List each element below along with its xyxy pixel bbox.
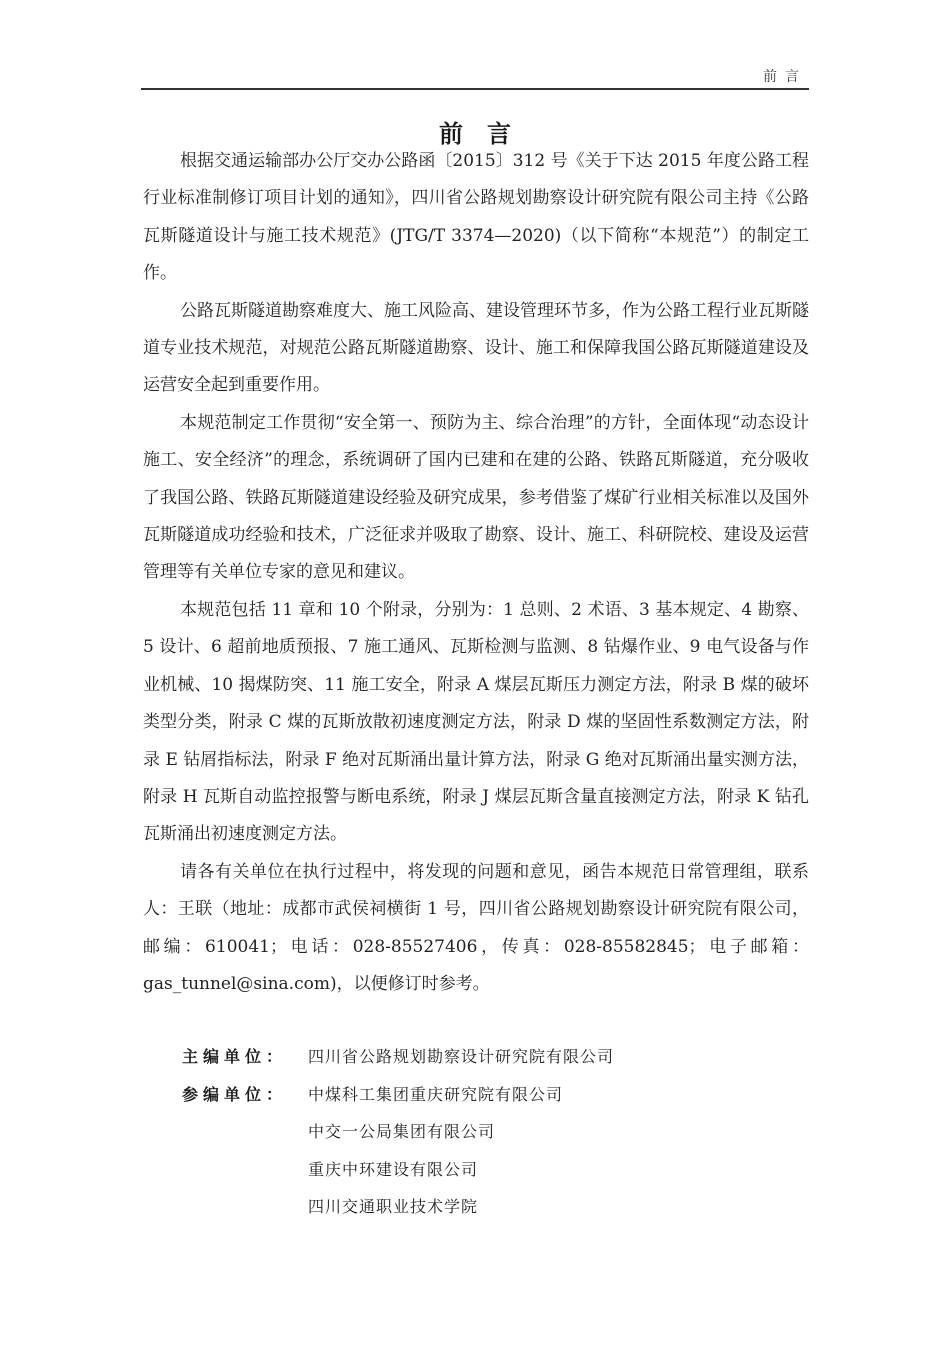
participating-editor-name: 中煤科工集团重庆研究院有限公司 xyxy=(308,1084,564,1104)
participating-editor-name: 重庆中环建设有限公司 xyxy=(308,1159,479,1179)
running-header xyxy=(141,64,809,90)
preface-paragraph: 请各有关单位在执行过程中，将发现的问题和意见，函告本规范日常管理组，联系人：王联（地址：成都市武侯祠横街 1 号，四川省公路规划勘察设计研究院有限公司，邮编：610041；电话：028-85527406，传真：028-85582845；电子邮箱：gas_tunnel@sina.com)，以便修订时参考。 xyxy=(143,861,809,994)
running-header-text: 前言 xyxy=(763,69,807,85)
preface-paragraph: 本规范制定工作贯彻“安全第一、预防为主、综合治理”的方针，全面体现“动态设计施工、安全经济”的理念，系统调研了国内已建和在建的公路、铁路瓦斯隧道，充分吸收了我国公路、铁路瓦斯隧道建设经验及研究成果，参考借鉴了煤矿行业相关标准以及国外瓦斯隧道成功经验和技术，广泛征求并吸取了勘察、设计、施工、科研院校、建设及运营管理等有关单位专家的意见和建议。 xyxy=(143,412,809,583)
preface-body xyxy=(143,143,809,1003)
page-title: 前言 xyxy=(439,120,535,148)
chief-editor-label: 主编单位： xyxy=(182,1047,288,1066)
participating-editor-row xyxy=(182,1076,802,1114)
participating-editor-name: 四川交通职业技术学院 xyxy=(308,1197,479,1216)
participating-editor-label: 参编单位： xyxy=(182,1084,288,1104)
participating-editor-name: 中交一公局集团有限公司 xyxy=(308,1122,496,1141)
editing-units xyxy=(182,1038,802,1226)
participating-editor-row xyxy=(182,1188,802,1226)
participating-editor-row xyxy=(182,1113,802,1151)
preface-paragraph: 本规范包括 11 章和 10 个附录，分别为：1 总则、2 术语、3 基本规定、4 勘察、5 设计、6 超前地质预报、7 施工通风、瓦斯检测与监测、8 钻爆作业、9 电气设备与作业机械、10 揭煤防突、11 施工安全，附录 A 煤层瓦斯压力测定方法，附录 B 煤的破坏类型分类，附录 C 煤的瓦斯放散初速度测定方法，附录 D 煤的坚固性系数测定方法，附录 E 钻屑指标法，附录 F 绝对瓦斯涌出量计算方法，附录 G 绝对瓦斯涌出量实测方法，附录 H 瓦斯自动监控报警与断电系统，附录 J 煤层瓦斯含量直接测定方法，附录 K 钻孔瓦斯涌出初速度测定方法。 xyxy=(143,599,809,845)
preface-paragraph: 公路瓦斯隧道勘察难度大、施工风险高、建设管理环节多，作为公路工程行业瓦斯隧道专业技术规范，对规范公路瓦斯隧道勘察、设计、施工和保障我国公路瓦斯隧道建设及运营安全起到重要作用。 xyxy=(143,300,809,396)
chief-editor-name: 四川省公路规划勘察设计研究院有限公司 xyxy=(308,1047,615,1066)
preface-paragraph: 根据交通运输部办公厅交办公路函〔2015〕312 号《关于下达 2015 年度公路工程行业标准制修订项目计划的通知》，四川省公路规划勘察设计研究院有限公司主持《公路瓦斯隧道设计与施工技术规范》(JTG/T 3374—2020)（以下简称“本规范”）的制定工作。 xyxy=(143,151,809,284)
chief-editor-row xyxy=(182,1038,802,1076)
participating-editor-row xyxy=(182,1151,802,1189)
